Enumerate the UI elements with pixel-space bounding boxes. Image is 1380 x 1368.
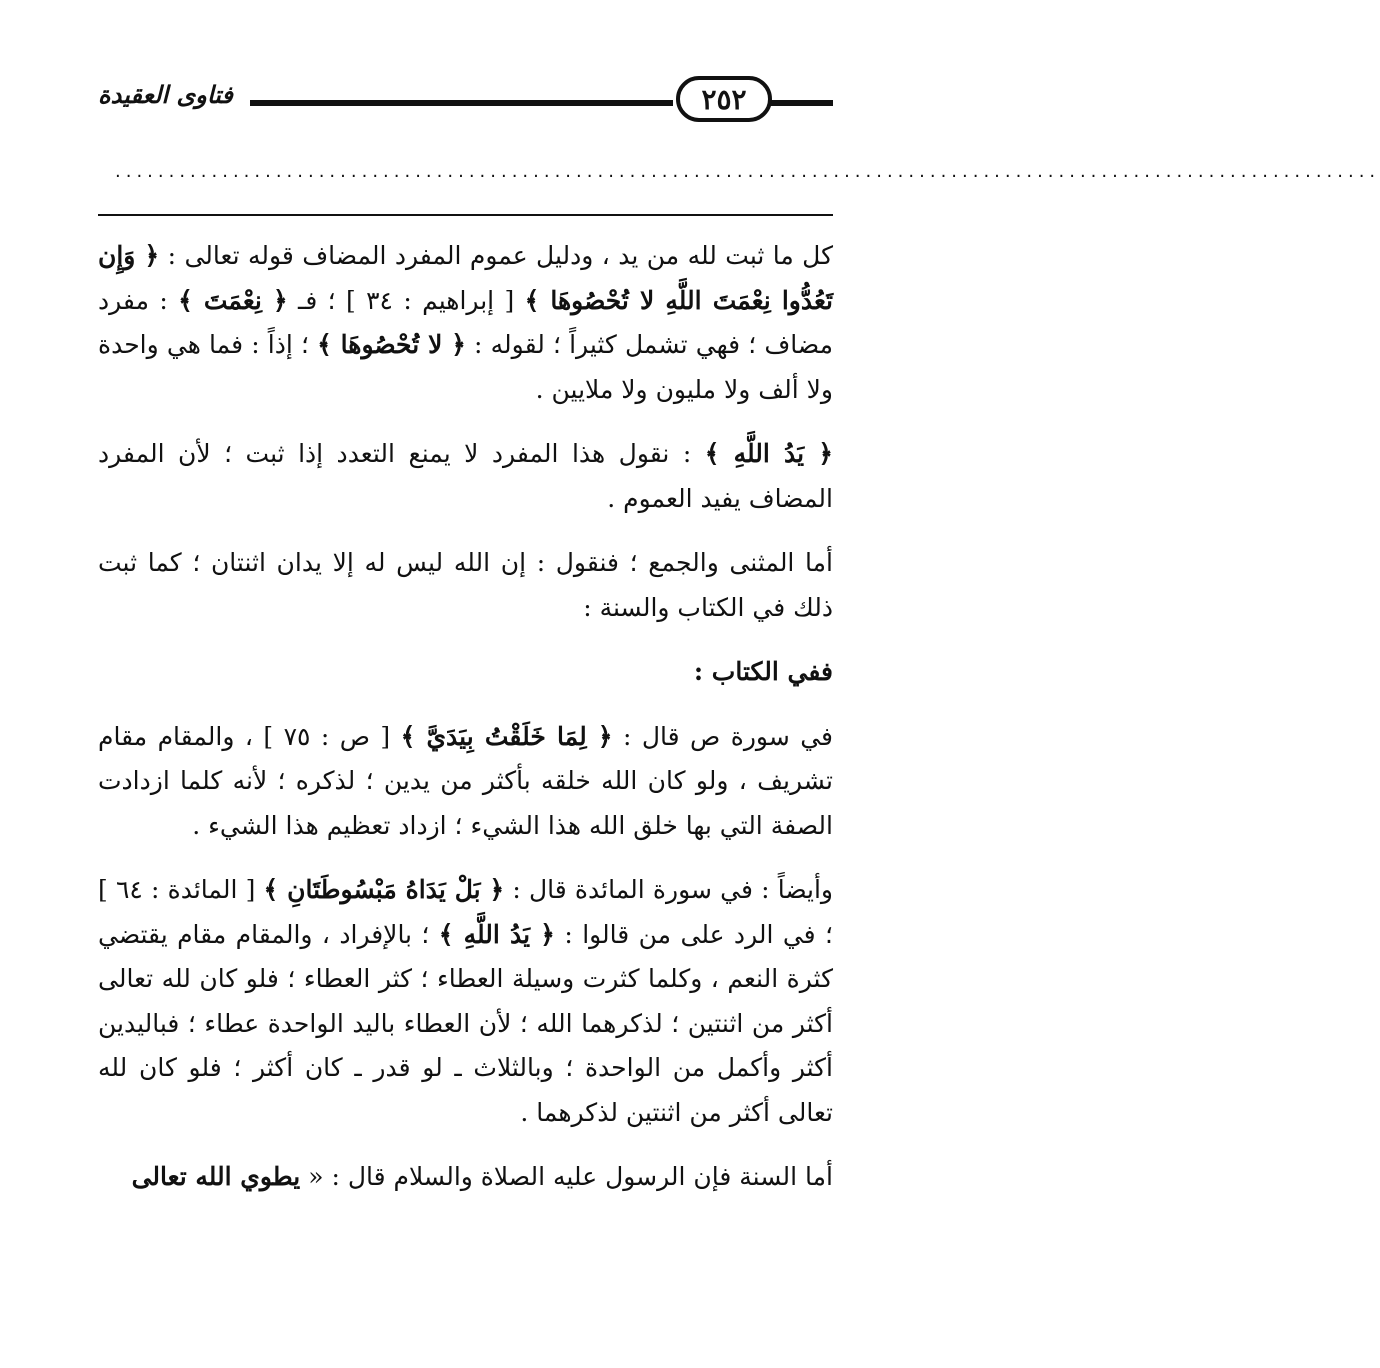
header-divider-line	[98, 214, 833, 216]
text-run: في سورة ص قال :	[612, 721, 833, 751]
text-run: أما السنة فإن الرسول عليه الصلاة والسلام قال : «	[300, 1162, 833, 1191]
paragraph	[98, 432, 833, 521]
quran-quote: ﴿ لِمَا خَلَقْتُ بِيَدَيَّ ﴾	[400, 721, 613, 751]
quran-quote: يطوي الله تعالى	[131, 1162, 301, 1191]
paragraph	[98, 234, 833, 412]
page-header	[98, 72, 833, 136]
paragraph	[98, 868, 833, 1135]
dotted-separator: ......................................................................................................................	[115, 161, 1380, 182]
text-run: أما المثنى والجمع ؛ فنقول : إن الله ليس له إلا يدان اثنتان ؛ كما ثبت ذلك في الكتاب والسنة :	[98, 548, 833, 622]
text-run: كل ما ثبت لله من يد ، ودليل عموم المفرد المضاف قوله تعالى :	[159, 241, 833, 270]
quran-quote: ﴿ نِعْمَتَ ﴾	[178, 285, 288, 315]
text-run: : نقول هذا المفرد لا يمنع التعدد إذا ثبت ؛ لأن المفرد المضاف يفيد العموم .	[98, 439, 833, 513]
text-run: [ المائدة : ٦٤ ] ؛ في الرد على من قالوا :	[98, 875, 833, 949]
quran-quote: ﴿ يَدُ اللَّهِ ﴾	[704, 439, 834, 468]
text-run: ؛ بالإفراد ، والمقام مقام يقتضي كثرة النعم ، وكلما كثرت وسيلة العطاء ؛ كثر العطاء ؛ فلو كان لله تعالى أكثر من اثنتين ؛ لذكرهما الله ؛ لأن العطاء باليد الواحدة عطاء ؛ فباليدين أكثر وأكمل من الواحدة ؛ وبالثلاث ـ لو قدر ـ كان أكثر ؛ فلو كان لله تعالى أكثر من اثنتين لذكرهما .	[98, 919, 833, 1127]
text-run: ؛ إذاً : فما هي واحدة ولا ألف ولا مليون ولا ملايين .	[98, 330, 833, 404]
page-number: ٢٥٢	[701, 82, 747, 116]
header-rule-left	[250, 100, 673, 106]
text-run: ففي الكتاب :	[693, 657, 833, 686]
paragraph	[98, 1155, 833, 1200]
body-text	[98, 234, 833, 1200]
text-run: : مفرد مضاف ؛ فهي تشمل كثيراً ؛ لقوله :	[98, 285, 833, 359]
quran-quote: ﴿ بَلْ يَدَاهُ مَبْسُوطَتَانِ ﴾	[263, 875, 505, 904]
paragraph	[98, 541, 833, 630]
text-run: وأيضاً : في سورة المائدة قال :	[504, 875, 833, 904]
text-run: [ ص : ٧٥ ] ، والمقام مقام تشريف ، ولو كان الله خلقه بأكثر من يدين ؛ لذكره ؛ لأنه كلما ازدادت الصفة التي بها خلق الله هذا الشيء ؛ ازداد تعظيم هذا الشيء .	[98, 721, 833, 840]
quran-quote: ﴿ يَدُ اللَّهِ ﴾	[438, 919, 555, 949]
section-heading	[98, 650, 833, 695]
book-title: فتاوى العقيدة	[98, 80, 233, 109]
quran-quote: ﴿ وَإِن تَعُدُّوا نِعْمَتَ اللَّهِ لا تُحْصُوهَا ﴾	[98, 241, 833, 315]
quran-quote: ﴿ لا تُحْصُوهَا ﴾	[317, 330, 466, 359]
paragraph	[98, 715, 833, 849]
page-number-frame	[676, 76, 772, 122]
text-run: [ إبراهيم : ٣٤ ] ؛ فـ	[287, 285, 525, 315]
